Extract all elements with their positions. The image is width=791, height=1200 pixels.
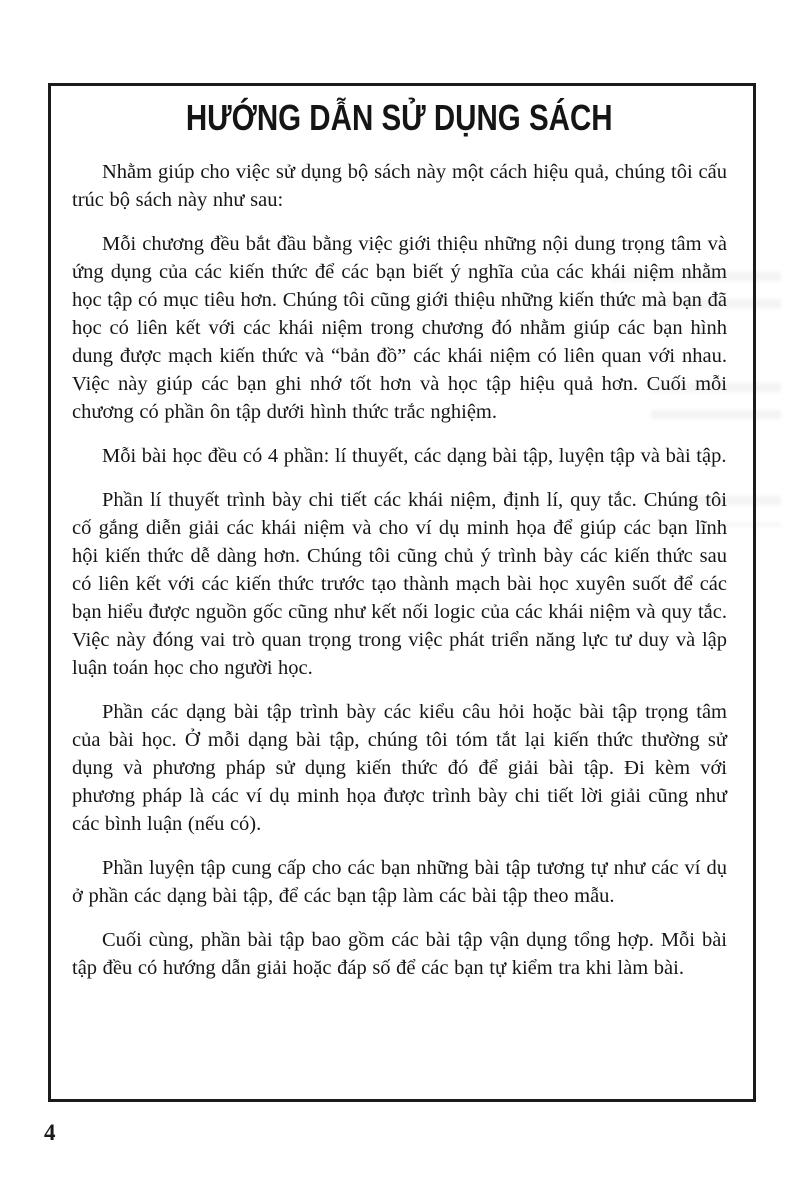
paragraph-practice-section: Phần luyện tập cung cấp cho các bạn những bài tập tương tự như các ví dụ ở phần các dạng bài tập, để các bạn tập làm các bài tập theo mẫu. — [72, 857, 727, 907]
paragraph-intro: Nhằm giúp cho việc sử dụng bộ sách này một cách hiệu quả, chúng tôi cấu trúc bộ sách này như sau: — [72, 161, 727, 211]
page-border-frame — [48, 83, 756, 1102]
page-content — [51, 86, 753, 982]
paragraph-exercise-types-section: Phần các dạng bài tập trình bày các kiểu câu hỏi hoặc bài tập trọng tâm của bài học. Ở mỗi dạng bài tập, chúng tôi tóm tắt lại kiến thức thường sử dụng và phương pháp sử dụng kiến thức đó để giải bài tập. Đi kèm với phương pháp là các ví dụ minh họa được trình bày chi tiết lời giải cũng như các bình luận (nếu có). — [72, 701, 727, 835]
paragraph-theory-section: Phần lí thuyết trình bày chi tiết các khái niệm, định lí, quy tắc. Chúng tôi cố gắng diễn giải các khái niệm và cho ví dụ minh họa để giúp các bạn lĩnh hội kiến thức dễ dàng hơn. Chúng tôi cũng chủ ý trình bày các kiến thức sau có liên kết với các kiến thức trước tạo thành mạch bài học xuyên suốt để các bạn hiểu được nguồn gốc cũng như kết nối logic của các khái niệm và quy tắc. Việc này đóng vai trò quan trọng trong việc phát triển năng lực tư duy và lập luận toán học cho người học. — [72, 489, 727, 679]
title-row — [72, 99, 727, 137]
body-text — [72, 158, 727, 982]
page-number: 4 — [44, 1120, 56, 1145]
paragraph-lesson-parts: Mỗi bài học đều có 4 phần: lí thuyết, các dạng bài tập, luyện tập và bài tập. — [102, 445, 727, 467]
paragraph-chapter-structure: Mỗi chương đều bắt đầu bằng việc giới thiệu những nội dung trọng tâm và ứng dụng của các kiến thức để các bạn biết ý nghĩa của các khái niệm nhằm học tập có mục tiêu hơn. Chúng tôi cũng giới thiệu những kiến thức mà bạn đã học có liên kết với các khái niệm trong chương đó nhằm giúp các bạn hình dung được mạch kiến thức và “bản đồ” các khái niệm có liên quan với nhau. Việc này giúp các bạn ghi nhớ tốt hơn và học tập hiệu quả hơn. Cuối mỗi chương có phần ôn tập dưới hình thức trắc nghiệm. — [72, 233, 727, 423]
paragraph-final-exercises-section: Cuối cùng, phần bài tập bao gồm các bài tập vận dụng tổng hợp. Mỗi bài tập đều có hướng dẫn giải hoặc đáp số để các bạn tự kiểm tra khi làm bài. — [72, 929, 727, 979]
page-title: HƯỚNG DẪN SỬ DỤNG SÁCH — [186, 97, 613, 138]
